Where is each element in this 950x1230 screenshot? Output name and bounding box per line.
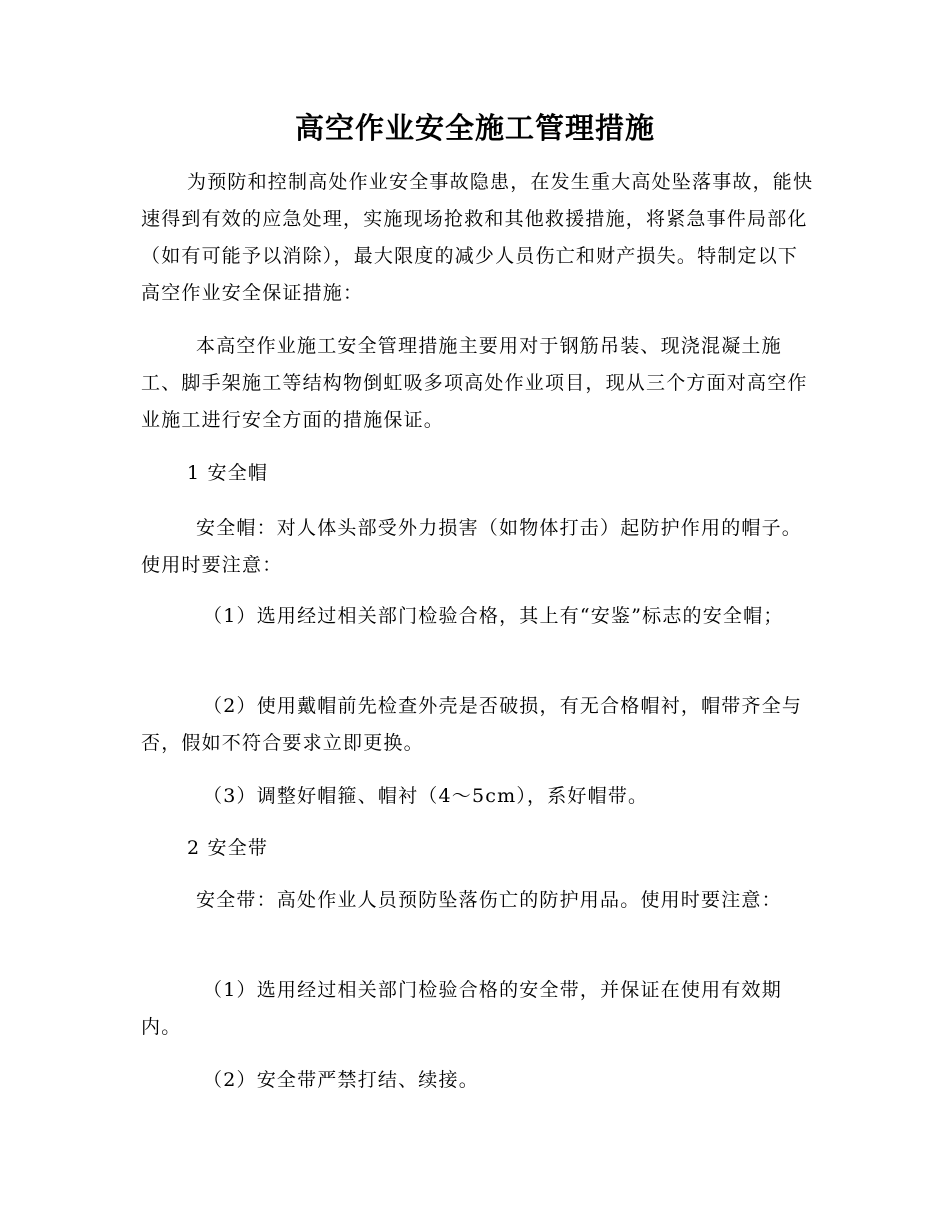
section-1-definition: 安全帽：对人体头部受外力损害（如物体打击）起防护作用的帽子。使用时要注意： <box>141 517 803 576</box>
intro-paragraph-1: 为预防和控制高处作业安全事故隐患，在发生重大高处坠落事故，能快速得到有效的应急处理，实施现场抢救和其他救援措施，将紧急事件局部化（如有可能予以消除），最大限度的减少人员伤亡和财产损失。特制定以下高空作业安全保证措施： <box>141 171 814 304</box>
section-2-item-1: （1）选用经过相关部门检验合格的安全带，并保证在使用有效期内。 <box>141 979 782 1038</box>
section-2-item-2: （2）安全带严禁打结、续接。 <box>203 1069 479 1091</box>
document-title: 高空作业安全施工管理措施 <box>294 111 655 145</box>
section-1-item-1: （1）选用经过相关部门检验合格，其上有“安鉴”标志的安全帽； <box>203 605 784 627</box>
intro-paragraph-2: 本高空作业施工安全管理措施主要用对于钢筋吊装、现浇混凝土施工、脚手架施工等结构物倒虹吸多项高处作业项目，现从三个方面对高空作业施工进行安全方面的措施保证。 <box>141 335 808 431</box>
section-1-item-2: （2）使用戴帽前先检查外壳是否破损，有无合格帽衬，帽带齐全与否，假如不符合要求立即更换。 <box>141 695 803 754</box>
section-2-heading: 2 安全带 <box>187 837 269 859</box>
section-2-definition: 安全带：高处作业人员预防坠落伤亡的防护用品。使用时要注意： <box>196 889 782 911</box>
section-1-item-3: （3）调整好帽箍、帽衬（4～5cm），系好帽带。 <box>203 785 649 807</box>
section-1-heading: 1 安全帽 <box>187 462 269 484</box>
